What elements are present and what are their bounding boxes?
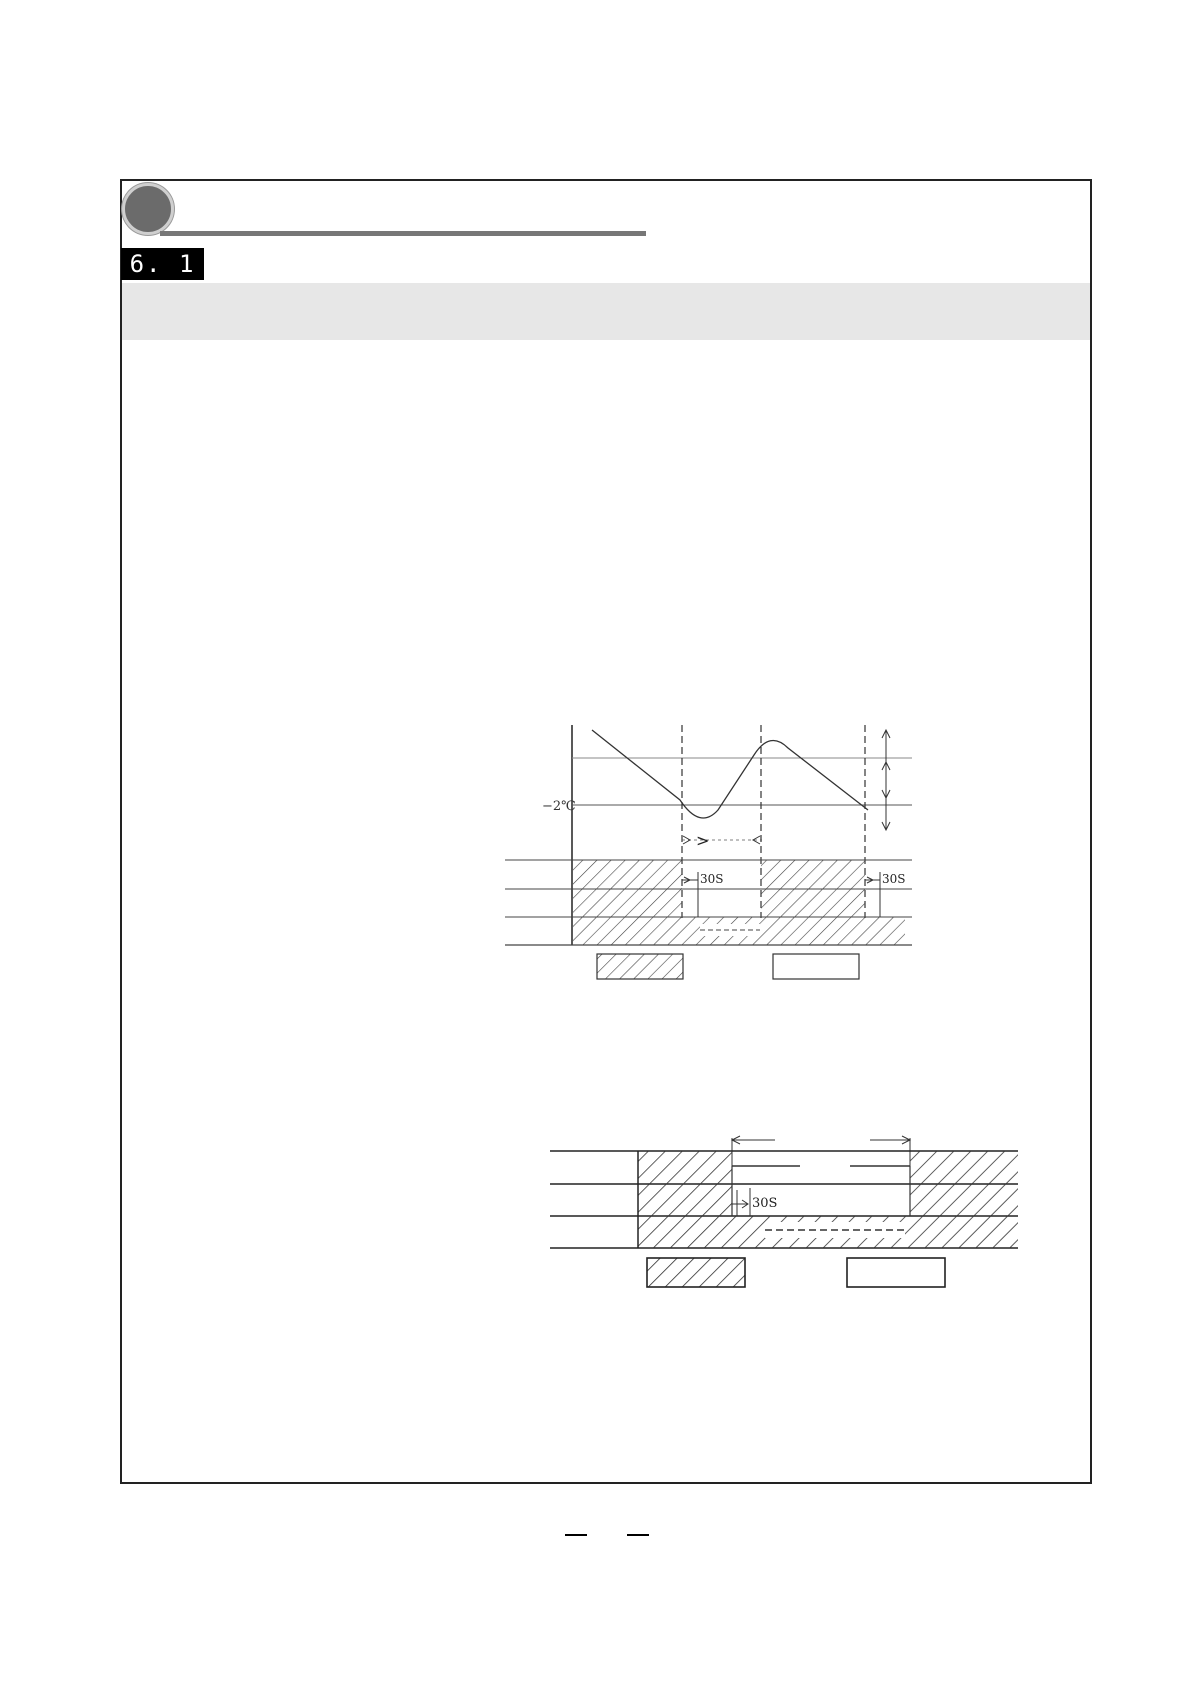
d2-left-block bbox=[638, 1151, 732, 1216]
defrost-timing-diagram bbox=[505, 725, 912, 979]
d2-delay-label: 30S bbox=[752, 1196, 778, 1211]
page-number-marks bbox=[565, 1534, 649, 1548]
d1-on-block-2 bbox=[761, 860, 865, 917]
d2-right-block bbox=[910, 1151, 1018, 1216]
section-number-tag: 6. 1 bbox=[121, 248, 204, 280]
d1-interval-label: > bbox=[696, 831, 710, 850]
d2-legend-on bbox=[647, 1258, 745, 1287]
d1-delay-label-right: 30S bbox=[882, 872, 906, 886]
d1-legend-off bbox=[773, 954, 859, 979]
manual-defrost-diagram bbox=[550, 1136, 1018, 1287]
d1-delay-label-left: 30S bbox=[700, 872, 724, 886]
d2-legend-off bbox=[847, 1258, 945, 1287]
d1-legend-on bbox=[597, 954, 683, 979]
d1-on-block-1 bbox=[573, 860, 682, 917]
d1-temp-label: −2℃ bbox=[542, 799, 576, 814]
